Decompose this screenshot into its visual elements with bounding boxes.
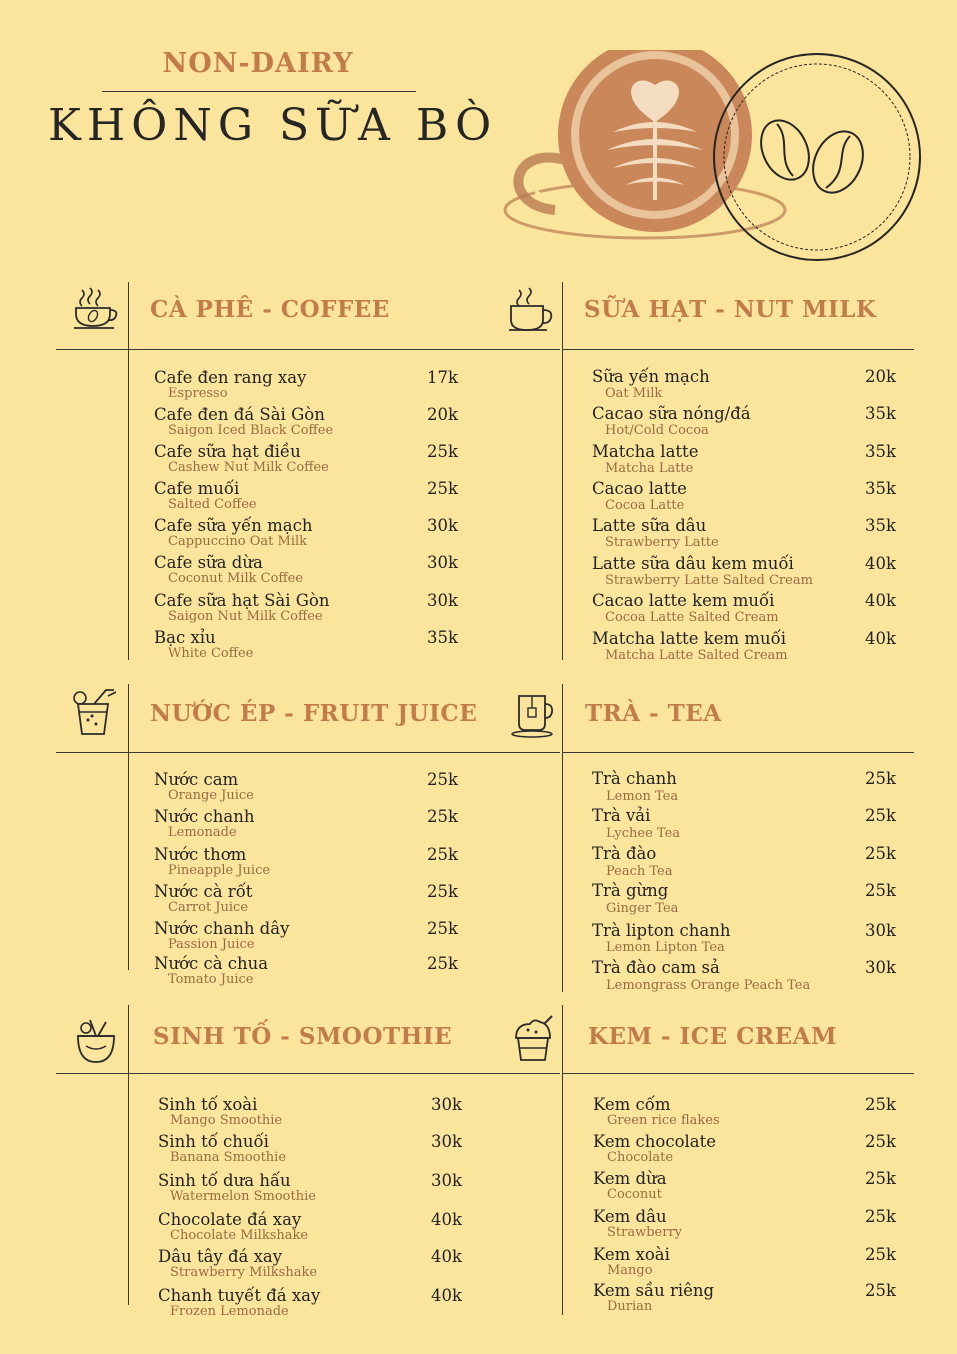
- item-english-name: Chocolate: [607, 1150, 674, 1165]
- item-english-name: Coconut Milk Coffee: [168, 571, 304, 586]
- item-price: 25k: [427, 807, 458, 826]
- item-price: 40k: [865, 629, 896, 648]
- item-name: Kem sầu riêng: [593, 1281, 715, 1300]
- item-name: Cafe sữa hạt điều: [154, 442, 301, 461]
- item-price: 25k: [865, 1169, 896, 1188]
- item-name: Chanh tuyết đá xay: [158, 1286, 321, 1305]
- item-english-name: Lemon Tea: [606, 789, 679, 804]
- item-name: Trà lipton chanh: [592, 921, 731, 940]
- item-price: 25k: [427, 845, 458, 864]
- item-english-name: Strawberry Latte: [605, 535, 719, 550]
- item-price: 30k: [427, 516, 458, 535]
- section-title: KEM - ICE CREAM: [588, 1023, 837, 1050]
- item-english-name: Peach Tea: [606, 864, 673, 879]
- item-english-name: Carrot Juice: [168, 900, 249, 915]
- latte-cup-illustration: [495, 50, 925, 270]
- item-price: 20k: [427, 405, 458, 424]
- item-english-name: Cocoa Latte: [605, 498, 685, 513]
- item-price: 25k: [865, 881, 896, 900]
- item-english-name: Tomato Juice: [168, 972, 254, 987]
- item-name: Latte sữa dâu: [592, 516, 707, 535]
- item-name: Latte sữa dâu kem muối: [592, 554, 794, 573]
- item-name: Trà chanh: [592, 769, 677, 788]
- section-title: SỮA HẠT - NUT MILK: [584, 296, 877, 323]
- coffee-cup-icon: [70, 282, 120, 332]
- item-price: 40k: [865, 591, 896, 610]
- juice-glass-icon: [70, 686, 120, 736]
- item-name: Cafe muối: [154, 479, 240, 498]
- item-english-name: Lemon Lipton Tea: [606, 940, 725, 955]
- item-price: 30k: [431, 1132, 462, 1151]
- item-price: 30k: [865, 921, 896, 940]
- section-divider: [56, 752, 560, 753]
- item-name: Cacao latte kem muối: [592, 591, 775, 610]
- item-price: 30k: [427, 591, 458, 610]
- item-english-name: White Coffee: [168, 646, 254, 661]
- item-price: 17k: [427, 368, 458, 387]
- item-name: Cafe sữa hạt Sài Gòn: [154, 591, 330, 610]
- item-name: Cafe đen đá Sài Gòn: [154, 405, 325, 424]
- section-divider: [56, 349, 560, 350]
- item-name: Cacao latte: [592, 479, 687, 498]
- item-english-name: Coconut: [607, 1187, 662, 1202]
- item-name: Cafe sữa dừa: [154, 553, 263, 572]
- section-divider: [562, 1073, 914, 1074]
- item-price: 40k: [431, 1210, 462, 1229]
- item-name: Nước cà rốt: [154, 882, 253, 901]
- ice-cream-icon: [508, 1014, 558, 1064]
- item-price: 25k: [427, 442, 458, 461]
- item-name: Cafe đen rang xay: [154, 368, 307, 387]
- item-english-name: Saigon Nut Milk Coffee: [168, 609, 323, 624]
- header-divider: [102, 91, 416, 92]
- item-english-name: Cappuccino Oat Milk: [168, 534, 308, 549]
- item-english-name: Orange Juice: [168, 788, 254, 803]
- item-name: Nước cam: [154, 770, 239, 789]
- menu-subtitle: NON-DAIRY: [162, 48, 354, 79]
- item-name: Chocolate đá xay: [158, 1210, 302, 1229]
- item-name: Nước thơm: [154, 845, 247, 864]
- item-english-name: Frozen Lemonade: [170, 1304, 289, 1319]
- item-name: Kem cốm: [593, 1095, 671, 1114]
- item-name: Nước chanh dây: [154, 919, 290, 938]
- item-price: 25k: [865, 1207, 896, 1226]
- section-title: SINH TỐ - SMOOTHIE: [153, 1023, 453, 1050]
- item-price: 35k: [865, 516, 896, 535]
- column-divider: [562, 282, 563, 660]
- item-name: Matcha latte: [592, 442, 699, 461]
- section-divider: [562, 349, 914, 350]
- item-price: 25k: [865, 1281, 896, 1300]
- item-price: 35k: [427, 628, 458, 647]
- item-price: 35k: [865, 404, 896, 423]
- item-name: Dâu tây đá xay: [158, 1247, 283, 1266]
- column-divider: [562, 1005, 563, 1315]
- item-price: 25k: [865, 806, 896, 825]
- item-price: 30k: [865, 958, 896, 977]
- item-english-name: Cocoa Latte Salted Cream: [605, 610, 779, 625]
- menu-title: KHÔNG SỮA BÒ: [48, 100, 498, 151]
- item-price: 40k: [865, 554, 896, 573]
- item-price: 20k: [865, 367, 896, 386]
- smoothie-icon: [70, 1014, 120, 1064]
- section-title: TRÀ - TEA: [585, 700, 722, 727]
- item-name: Trà đào cam sả: [592, 958, 720, 977]
- item-price: 25k: [865, 1132, 896, 1151]
- item-name: Cafe sữa yến mạch: [154, 516, 313, 535]
- item-english-name: Espresso: [168, 386, 228, 401]
- item-price: 30k: [427, 553, 458, 572]
- item-english-name: Hot/Cold Cocoa: [605, 423, 709, 438]
- item-price: 25k: [427, 954, 458, 973]
- item-name: Sinh tố chuối: [158, 1132, 269, 1151]
- section-divider: [562, 752, 914, 753]
- item-price: 25k: [427, 882, 458, 901]
- item-price: 40k: [431, 1286, 462, 1305]
- item-price: 25k: [427, 479, 458, 498]
- item-name: Nước cà chua: [154, 954, 269, 973]
- item-price: 25k: [865, 1095, 896, 1114]
- item-english-name: Strawberry Latte Salted Cream: [605, 573, 813, 588]
- item-price: 25k: [427, 770, 458, 789]
- item-name: Sinh tố dưa hấu: [158, 1171, 291, 1190]
- item-english-name: Chocolate Milkshake: [170, 1228, 309, 1243]
- item-name: Nước chanh: [154, 807, 255, 826]
- item-price: 30k: [431, 1171, 462, 1190]
- item-name: Bạc xỉu: [154, 628, 216, 647]
- coffee-bean-icon: [752, 113, 872, 201]
- item-name: Kem dừa: [593, 1169, 667, 1188]
- item-name: Kem dâu: [593, 1207, 667, 1226]
- item-name: Trà gừng: [592, 881, 669, 900]
- column-divider: [128, 282, 129, 660]
- section-divider: [56, 1073, 560, 1074]
- item-english-name: Passion Juice: [168, 937, 255, 952]
- item-english-name: Green rice flakes: [607, 1113, 720, 1128]
- item-name: Trà vải: [592, 806, 651, 825]
- item-english-name: Mango Smoothie: [170, 1113, 283, 1128]
- item-english-name: Banana Smoothie: [170, 1150, 287, 1165]
- item-english-name: Watermelon Smoothie: [170, 1189, 316, 1204]
- item-price: 30k: [431, 1095, 462, 1114]
- column-divider: [562, 684, 563, 992]
- item-price: 25k: [865, 1245, 896, 1264]
- item-english-name: Matcha Latte: [605, 461, 694, 476]
- item-name: Kem xoài: [593, 1245, 670, 1264]
- item-english-name: Durian: [607, 1299, 653, 1314]
- item-price: 35k: [865, 442, 896, 461]
- item-english-name: Strawberry Milkshake: [170, 1265, 318, 1280]
- section-title: NƯỚC ÉP - FRUIT JUICE: [150, 700, 478, 727]
- latte-cup-icon: [505, 50, 785, 238]
- item-price: 25k: [865, 844, 896, 863]
- item-price: 35k: [865, 479, 896, 498]
- item-english-name: Salted Coffee: [168, 497, 257, 512]
- item-english-name: Mango: [607, 1263, 653, 1278]
- item-english-name: Lemonade: [168, 825, 237, 840]
- column-divider: [128, 684, 129, 970]
- section-title: CÀ PHÊ - COFFEE: [150, 296, 390, 323]
- item-english-name: Lychee Tea: [606, 826, 681, 841]
- item-name: Matcha latte kem muối: [592, 629, 786, 648]
- item-name: Sinh tố xoài: [158, 1095, 258, 1114]
- item-name: Sữa yến mạch: [592, 367, 710, 386]
- item-english-name: Matcha Latte Salted Cream: [605, 648, 788, 663]
- item-price: 25k: [427, 919, 458, 938]
- item-name: Trà đào: [592, 844, 657, 863]
- tea-cup-icon: [509, 690, 559, 740]
- column-divider: [128, 1005, 129, 1305]
- item-price: 25k: [865, 769, 896, 788]
- item-english-name: Saigon Iced Black Coffee: [168, 423, 334, 438]
- item-name: Cacao sữa nóng/đá: [592, 404, 751, 423]
- item-english-name: Pineapple Juice: [168, 863, 271, 878]
- item-english-name: Strawberry: [607, 1225, 683, 1240]
- item-english-name: Cashew Nut Milk Coffee: [168, 460, 329, 475]
- item-english-name: Oat Milk: [605, 386, 663, 401]
- item-english-name: Lemongrass Orange Peach Tea: [606, 978, 811, 993]
- mug-icon: [505, 284, 555, 334]
- item-english-name: Ginger Tea: [606, 901, 679, 916]
- item-price: 40k: [431, 1247, 462, 1266]
- item-name: Kem chocolate: [593, 1132, 717, 1151]
